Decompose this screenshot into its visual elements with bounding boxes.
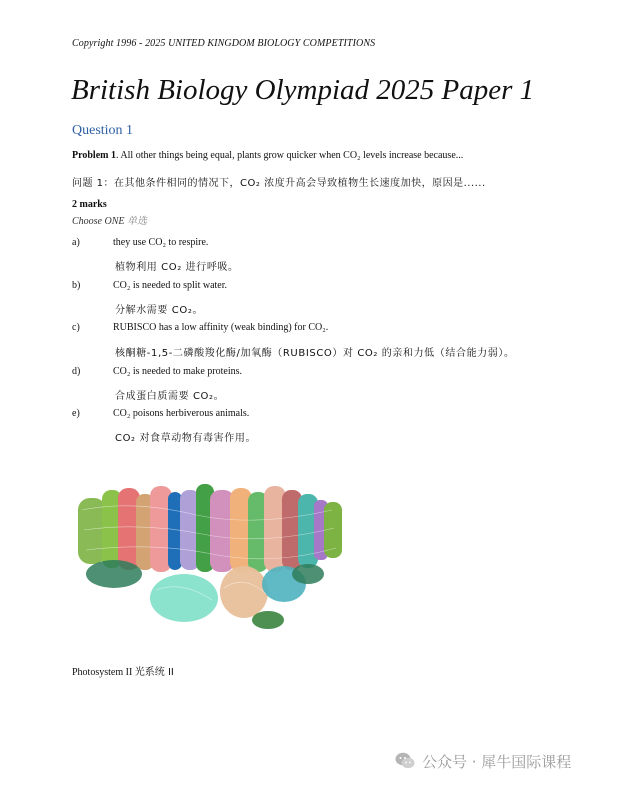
choose-zh: 单选 bbox=[127, 216, 147, 227]
choose-instruction bbox=[72, 212, 147, 227]
problem-label: Problem 1 bbox=[72, 150, 116, 161]
copyright-line: Copyright 1996 - 2025 UNITED KINGDOM BIOLOGY COMPETITIONS bbox=[72, 38, 376, 49]
option-a-text[interactable]: they use CO₂ to respire. bbox=[113, 237, 209, 248]
caption-zh: 光系统 II bbox=[134, 667, 174, 678]
option-b-letter[interactable]: b) bbox=[72, 280, 81, 291]
figure-caption bbox=[72, 663, 174, 678]
choose-en: Choose ONE bbox=[72, 216, 125, 227]
option-c-zh: 核酮糖-1,5-二磷酸羧化酶/加氧酶（RUBISCO）对 CO₂ 的亲和力低（结合能力弱）。 bbox=[115, 348, 515, 359]
option-d-zh: 合成蛋白质需要 CO₂。 bbox=[115, 391, 225, 402]
paper-title: British Biology Olympiad 2025 Paper 1 bbox=[71, 74, 535, 106]
option-c-text[interactable]: RUBISCO has a low affinity (weak binding) for CO₂. bbox=[113, 322, 329, 333]
option-d-text[interactable]: CO₂ is needed to make proteins. bbox=[113, 366, 243, 377]
option-e-zh: CO₂ 对食草动物有毒害作用。 bbox=[115, 433, 257, 444]
problem-text-en bbox=[72, 150, 463, 161]
option-e-letter[interactable]: e) bbox=[72, 408, 80, 419]
option-d-letter[interactable]: d) bbox=[72, 366, 81, 377]
option-b-zh: 分解水需要 CO₂。 bbox=[115, 305, 204, 316]
photosystem-ii-image bbox=[72, 470, 348, 638]
option-b-text[interactable]: CO₂ is needed to split water. bbox=[113, 280, 228, 291]
option-e-text[interactable]: CO₂ poisons herbiverous animals. bbox=[113, 408, 250, 419]
problem-text-zh: 问题 1：在其他条件相同的情况下，CO₂ 浓度升高会导致植物生长速度加快，原因是...... bbox=[72, 178, 486, 189]
problem-body: . All other things being equal, plants grow quicker when CO₂ levels increase because... bbox=[115, 150, 464, 161]
caption-en: Photosystem II bbox=[72, 667, 133, 678]
watermark bbox=[394, 750, 571, 772]
helix-bundle bbox=[78, 484, 342, 572]
option-c-letter[interactable]: c) bbox=[72, 322, 80, 333]
wechat-icon bbox=[394, 750, 416, 772]
question-heading: Question 1 bbox=[72, 123, 134, 138]
watermark-text: 公众号 · 犀牛国际课程 bbox=[422, 752, 572, 771]
option-a-letter[interactable]: a) bbox=[72, 237, 80, 248]
marks-label: 2 marks bbox=[72, 199, 107, 210]
option-a-zh: 植物利用 CO₂ 进行呼吸。 bbox=[115, 262, 239, 273]
